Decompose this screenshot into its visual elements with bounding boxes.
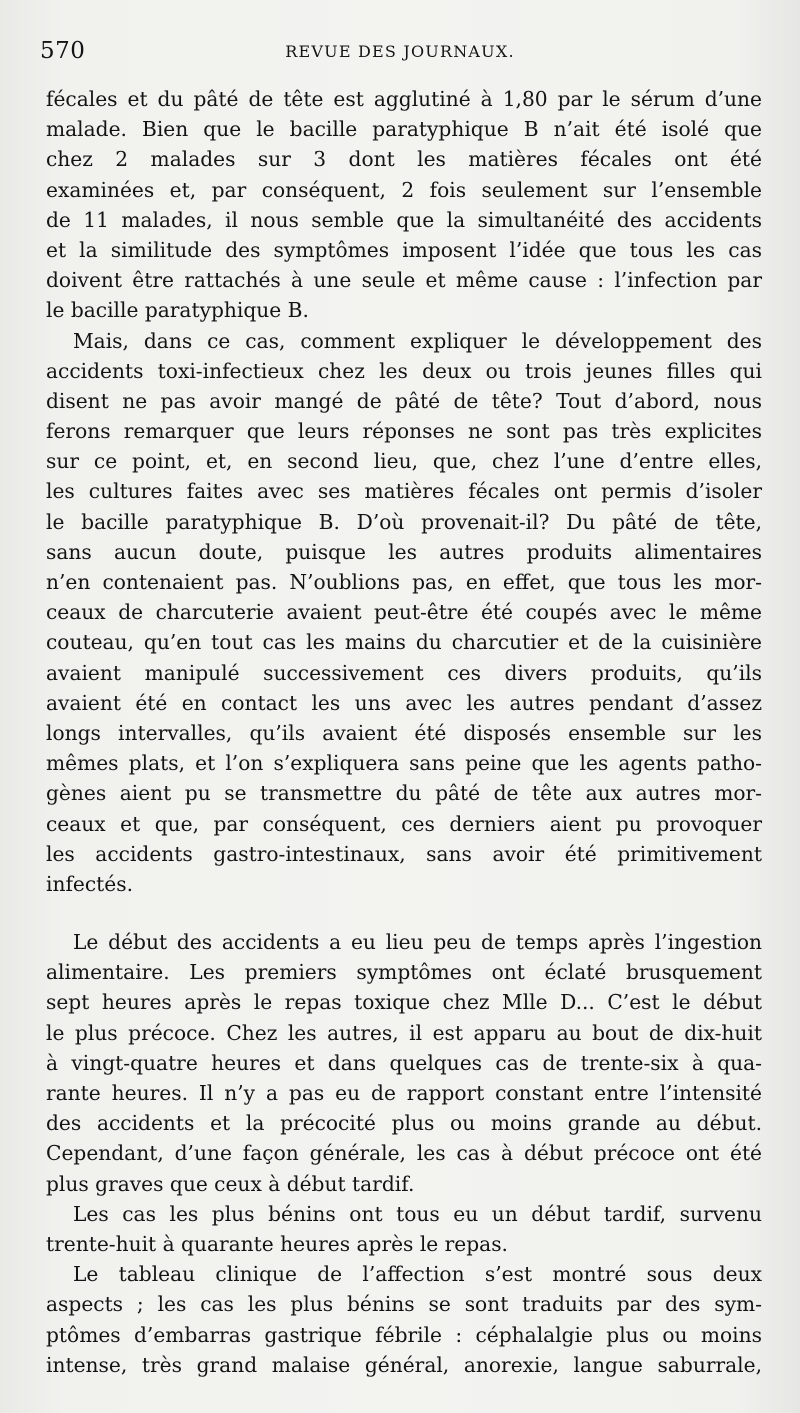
- text-line: doivent être rattachés à une seule et même cause : l’infection par: [46, 268, 762, 293]
- text-line: fécales et du pâté de tête est agglutiné à 1,80 par le sérum d’une: [46, 87, 762, 111]
- text-line: les cultures faites avec ses matières fécales ont permis d’isoler: [46, 479, 762, 504]
- text-line: le bacille paratyphique B.: [46, 298, 309, 323]
- text-line: avaient été en contact les uns avec les autres pendant d’assez: [46, 690, 762, 715]
- text-line: Le début des accidents a eu lieu peu de temps après l’ingestion: [73, 930, 762, 955]
- text-line: couteau, qu’en tout cas les mains du charcutier et de la cuisinière: [46, 630, 762, 655]
- text-line: à vingt-quatre heures et dans quelques cas de trente-six à qua-: [46, 1050, 762, 1075]
- page-header: [40, 38, 760, 68]
- text-line: accidents toxi-infectieux chez les deux ou trois jeunes filles qui: [46, 358, 762, 383]
- paragraph-1: [46, 84, 762, 326]
- text-line: ceaux et que, par conséquent, ces derniers aient pu provoquer: [46, 811, 762, 836]
- text-line: Les cas les plus bénins ont tous eu un début tardif, survenu: [73, 1201, 762, 1226]
- text-line: infectés.: [46, 871, 134, 896]
- text-line: gènes aient pu se transmettre du pâté de tête aux autres mor-: [46, 781, 762, 806]
- text-line: Mais, dans ce cas, comment expliquer le développement des: [73, 328, 762, 353]
- text-line: ceaux de charcuterie avaient peut-être été coupés avec le même: [46, 600, 762, 625]
- text-line: mêmes plats, et l’on s’expliquera sans peine que les agents patho-: [46, 751, 762, 776]
- text-line: les accidents gastro-intestinaux, sans avoir été primitivement: [46, 841, 762, 866]
- text-line: le bacille paratyphique B. D’où provenait-il? Du pâté de tête,: [46, 509, 762, 534]
- text-line: chez 2 malades sur 3 dont les matières fécales ont été: [46, 147, 762, 172]
- text-line: sept heures après le repas toxique chez Mlle D... C’est le début: [46, 990, 762, 1015]
- text-line: des accidents et la précocité plus ou moins grande au début.: [46, 1111, 762, 1136]
- text-line: n’en contenaient pas. N’oublions pas, en effet, que tous les mor-: [46, 570, 762, 594]
- text-line: longs intervalles, qu’ils avaient été disposés ensemble sur les: [46, 720, 762, 745]
- text-line: de 11 malades, il nous semble que la simultanéité des accidents: [46, 207, 762, 232]
- text-line: sans aucun doute, puisque les autres produits alimentaires: [46, 539, 762, 564]
- paragraph-4: [46, 1199, 762, 1259]
- running-title: REVUE DES JOURNAUX.: [285, 42, 515, 61]
- text-line: intense, très grand malaise général, anorexie, langue saburrale,: [46, 1352, 762, 1377]
- text-line: sur ce point, et, en second lieu, que, chez l’une d’entre elles,: [46, 449, 762, 474]
- text-line: et la similitude des symptômes imposent l’idée que tous les cas: [46, 237, 762, 262]
- text-line: ferons remarquer que leurs réponses ne sont pas très explicites: [46, 419, 762, 444]
- text-line: Cependant, d’une façon générale, les cas à début précoce ont été: [46, 1141, 762, 1166]
- text-line: avaient manipulé successivement ces divers produits, qu’ils: [46, 660, 762, 685]
- paragraph-5: [46, 1259, 762, 1380]
- section-break: [46, 899, 762, 927]
- paragraph-2: [46, 326, 762, 900]
- text-line: alimentaire. Les premiers symptômes ont éclaté brusquement: [46, 960, 762, 985]
- text-line: aspects ; les cas les plus bénins se sont traduits par des sym-: [46, 1292, 762, 1317]
- text-line: plus graves que ceux à début tardif.: [46, 1171, 415, 1196]
- page-number: 570: [40, 38, 86, 64]
- text-line: Le tableau clinique de l’affection s’est montré sous deux: [73, 1262, 762, 1287]
- text-line: malade. Bien que le bacille paratyphique B n’ait été isolé que: [46, 117, 762, 142]
- body-text: [46, 84, 762, 1380]
- text-line: disent ne pas avoir mangé de pâté de tête? Tout d’abord, nous: [46, 388, 762, 413]
- text-line: rante heures. Il n’y a pas eu de rapport constant entre l’intensité: [46, 1081, 762, 1105]
- text-line: trente-huit à quarante heures après le repas.: [46, 1231, 508, 1256]
- paragraph-3: [46, 927, 762, 1199]
- text-line: le plus précoce. Chez les autres, il est apparu au bout de dix-huit: [46, 1020, 762, 1045]
- text-line: ptômes d’embarras gastrique fébrile : céphalalgie plus ou moins: [46, 1322, 762, 1347]
- text-line: examinées et, par conséquent, 2 fois seulement sur l’ensemble: [46, 177, 762, 202]
